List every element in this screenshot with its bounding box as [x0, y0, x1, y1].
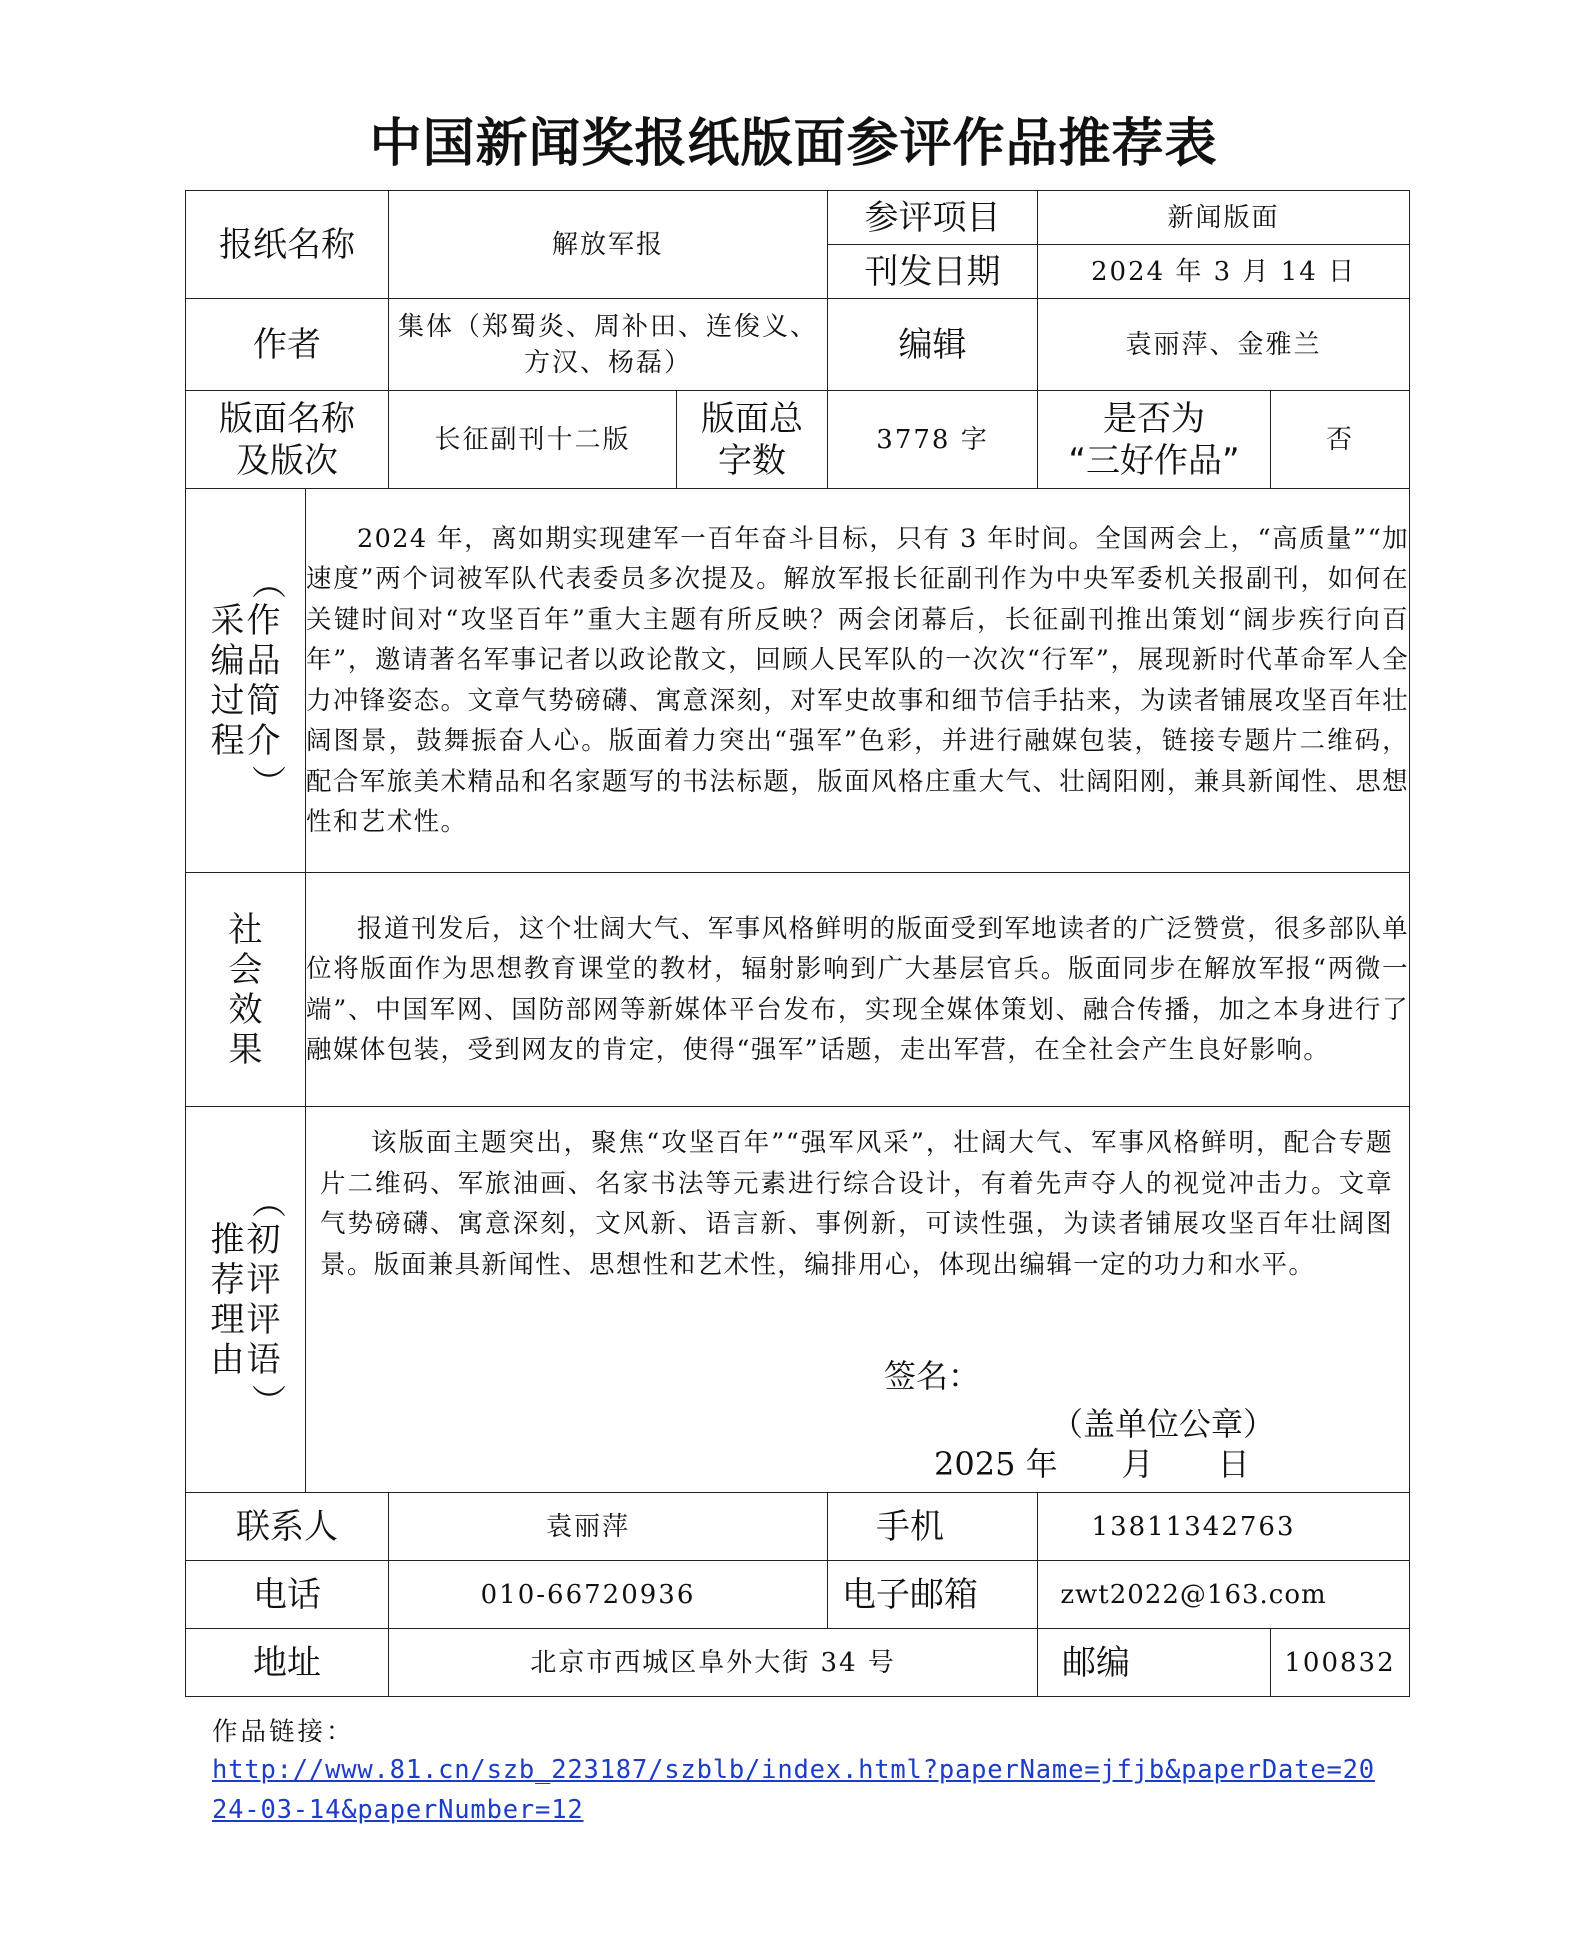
mobile-label: 手机 — [828, 1493, 1038, 1561]
reason-label-sub: （初评评语） — [245, 1184, 286, 1418]
page-name-value: 长征副刊十二版 — [389, 391, 677, 489]
sign-date: 2025 年 月 日 — [934, 1445, 1250, 1483]
contact-value: 袁丽萍 — [389, 1493, 828, 1561]
editor-value: 袁丽萍、金雅兰 — [1038, 299, 1410, 391]
publish-date-label: 刊发日期 — [828, 245, 1038, 299]
reason-text: 该版面主题突出，聚焦“攻坚百年”“强军风采”，壮阔大气、军事风格鲜明，配合专题片二维码、军旅油画、名家书法等元素进行综合设计，有着先声夺人的视觉冲击力。文章气势磅礴、寓意深刻，文风新、语言新、事例新，可读性强，为读者铺展攻坚百年壮阔图景。版面兼具新闻性、思想性和艺术性，编排用心，体现出编辑一定的功力和水平。 — [320, 1128, 1394, 1280]
newspaper-name-label: 报纸名称 — [186, 191, 389, 299]
postcode-label: 邮编 — [1038, 1629, 1271, 1697]
three-good-label-line1: 是否为 — [1103, 398, 1206, 439]
reason-label — [186, 1107, 306, 1493]
category-label: 参评项目 — [828, 191, 1038, 245]
effect-text: 报道刊发后，这个壮阔大气、军事风格鲜明的版面受到军地读者的广泛赞赏，很多部队单位将版面作为思想教育课堂的教材，辐射影响到广大基层官兵。版面同步在解放军报“两微一端”、中国军网、国防部网等新媒体平台发布，实现全媒体策划、融合传播，加之本身进行了融媒体包装，受到网友的肯定，使得“强军”话题，走出军营，在全社会产生良好影响。 — [306, 873, 1410, 1107]
phone-value: 010-66720936 — [389, 1561, 828, 1629]
reason-label-main: 推荐理由 — [210, 1219, 245, 1380]
newspaper-name-value: 解放军报 — [389, 191, 828, 299]
page-name-label: 版面名称及版次 — [186, 391, 389, 489]
page-title: 中国新闻奖报纸版面参评作品推荐表 — [369, 114, 1218, 174]
publish-date-value: 2024 年 3 月 14 日 — [1038, 245, 1410, 299]
signature-label: 签名： — [884, 1357, 981, 1395]
link-label: 作品链接： — [212, 1717, 355, 1747]
work-link-wrap — [212, 1750, 1387, 1830]
seal-text: （盖单位公章） — [1051, 1405, 1276, 1443]
recommendation-form — [185, 190, 1410, 1697]
reason-cell — [306, 1107, 1410, 1493]
process-text: 2024 年，离如期实现建军一百年奋斗目标，只有 3 年时间。全国两会上，“高质量”“加速度”两个词被军队代表委员多次提及。解放军报长征副刊作为中央军委机关报副刊，如何在关键时间对“攻坚百年”重大主题有所反映？两会闭幕后，长征副刊推出策划“阔步疾行向百年”，邀请著名军事记者以政论散文，回顾人民军队的一次次“行军”，展现新时代革命军人全力冲锋姿态。文章气势磅礴、寓意深刻，对军史故事和细节信手拈来，为读者铺展攻坚百年壮阔图景，鼓舞振奋人心。版面着力突出“强军”色彩，并进行融媒包装，链接专题片二维码，配合军旅美术精品和名家题写的书法标题，版面风格庄重大气、壮阔阳刚，兼具新闻性、思想性和艺术性。 — [306, 489, 1410, 873]
address-label: 地址 — [186, 1629, 389, 1697]
effect-label-text: 社会效果 — [228, 909, 263, 1070]
postcode-value: 100832 — [1271, 1629, 1410, 1697]
process-label — [186, 489, 306, 873]
three-good-label — [1038, 391, 1271, 489]
word-count-label: 版面总字数 — [677, 391, 828, 489]
address-value: 北京市西城区阜外大街 34 号 — [389, 1629, 1038, 1697]
editor-label: 编辑 — [828, 299, 1038, 391]
author-label: 作者 — [186, 299, 389, 391]
category-value: 新闻版面 — [1038, 191, 1410, 245]
mobile-value: 13811342763 — [1038, 1493, 1410, 1561]
process-label-main: 采编过程 — [210, 600, 245, 761]
phone-label: 电话 — [186, 1561, 389, 1629]
three-good-label-line2: “三好作品” — [1068, 440, 1240, 481]
effect-label — [186, 873, 306, 1107]
email-label: 电子邮箱 — [828, 1561, 1038, 1629]
contact-label: 联系人 — [186, 1493, 389, 1561]
process-label-sub: （作品简介） — [245, 565, 286, 799]
word-count-value: 3778 字 — [828, 391, 1038, 489]
author-value: 集体（郑蜀炎、周补田、连俊义、方汉、杨磊） — [389, 299, 828, 391]
three-good-value: 否 — [1271, 391, 1410, 489]
work-link[interactable]: http://www.81.cn/szb_223187/szblb/index.html?paperName=jfjb&paperDate=2024-03-14&paperNumber=12 — [212, 1755, 1375, 1825]
email-value: zwt2022@163.com — [1038, 1561, 1410, 1629]
